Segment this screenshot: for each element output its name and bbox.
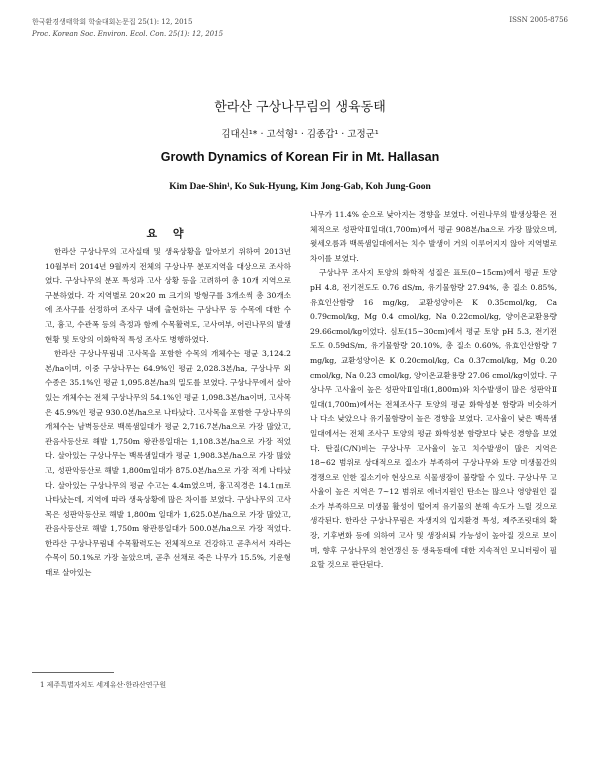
running-header <box>32 16 568 40</box>
issn: ISSN 2005-8756 <box>509 16 568 24</box>
left-column <box>45 226 291 581</box>
abstract-paragraph-3: 구상나무 조사지 토양의 화학적 성질은 표토(0~15cm)에서 평균 토양 pH 4.8, 전기전도도 0.76 dS/m, 유기물함량 27.94%, 총 질소 0.85%, 유효인산함량 16 mg/kg, 교환성양이온 K 0.35cmol/kg, Ca 0.79cmol/kg, Mg 0.4 cmol/kg, Na 0.22cmol/kg, 양이온교환용량 29.66cmol/kg이었다. 심토(15~30cm)에서 평균 토양 pH 5.3, 전기전도도 0.59dS/m, 유기물함량 20.10%, 총 질소 0.60%, 유효인산함량 7 mg/kg, 교환성양이온 K 0.20cmol/kg, Ca 0.37cmol/kg, Mg 0.20 cmol/kg, Na 0.23 cmol/kg, 양이온교환용량 27.06 cmol/kg이었다. 구상나무 고사율이 높은 성판악Ⅱ일대(1,800m)와 치수발생이 많은 성판악Ⅱ일대(1,700m)에서는 전체조사구 토양의 평균 화학성분 함량과 비슷하거나 다소 낮았으나 유기물함량이 높은 경향을 보였다. 고사율이 낮은 백록샘일대에서는 전체 조사구 토양의 평균 화학성분 함량보다 낮은 경향을 보였다. 탄질(C/N)비는 구상나무 고사율이 높고 치수발생이 많은 지역은 18~62 범위로 상대적으로 질소가 부족하여 구상나무와 토양 미생물간의 경쟁으로 인한 질소기아 현상으로 식물생장이 불량할 수 있다. 구상나무 고사율이 높은 지역은 7~12 범위로 에너지원인 탄소는 많으나 영양원인 질소가 부족하므로 미생물 활성이 떨어져 유기물의 분해 속도가 느릴 것으로 생각된다. 한라산 구상나무림은 자생지의 입지환경 특성, 제주조릿대의 확장, 기후변화 등에 의하여 고사 및 생장쇠퇴 가능성이 높아질 것으로 보이며, 향후 구상나무의 천연갱신 등 생육동태에 대한 지속적인 모니터링이 필요할 것으로 판단된다. <box>310 268 557 570</box>
authors-english: Kim Dae-Shin¹, Ko Suk-Hyung, Kim Jong-Gab, Koh Jung-Goon <box>169 182 431 192</box>
authors-korean: 김대신¹* · 고석형¹ · 김종갑¹ · 고정군¹ <box>221 129 379 140</box>
right-column <box>310 208 557 573</box>
journal-english: Proc. Korean Soc. Environ. Ecol. Con. 25(1): 12, 2015 <box>32 30 224 38</box>
abstract-heading: 요 약 <box>146 227 190 240</box>
footnote-divider <box>32 672 114 673</box>
abstract-paragraph-2-continued: 나무가 11.4% 순으로 낮아지는 경향을 보였다. 어린나무의 발생상황은 전체적으로 성판악Ⅱ일대(1,700m)에서 평균 908본/ha으로 가장 많았으며, 윗세오름과 백록샘일대에서는 치수 발생이 거의 이루어지지 않아 지역별로 차이를 보였다. <box>310 210 557 263</box>
journal-korean: 한국환경생태학회 학술대회논문집 25(1): 12, 2015 <box>32 18 193 26</box>
title-english: Growth Dynamics of Korean Fir in Mt. Hallasan <box>160 150 440 164</box>
title-korean: 한라산 구상나무림의 생육동태 <box>214 100 386 115</box>
footnote-affiliation: 1 제주특별자치도 세계유산·한라산연구원 <box>40 681 167 689</box>
abstract-paragraph-2: 한라산 구상나무림내 고사목을 포함한 수목의 개체수는 평균 3,124.2본/ha이며, 이중 구상나무는 64.9%인 평균 2,028.3본/ha, 구상나무 외 수종은 35.1%인 평균 1,095.8본/ha의 밀도를 보였다. 구상나무에서 살아있는 개체수는 전체 구상나무의 54.1%인 평균 1,098.3본/ha이며, 고사목은 45.9%인 평균 930.0본/ha으로 나타났다. 고사목을 포함한 구상나무의 개체수는 남벽등산로 백록샘일대가 평균 2,716.7본/ha으로 가장 많았고, 관음사등산로 해발 1,750m 왕관릉일대는 1,108.3본/ha으로 가장 적었다. 살아있는 구상나무는 백록샘일대가 평균 1,908.3본/ha으로 가장 많았고, 성판악등산로 해발 1,800m일대가 875.0본/ha으로 가장 적게 나타났다. 살아있는 구상나무의 평균 수고는 4.4m였으며, 흉고직경은 14.1㎝로 나타났는데, 지역에 따라 생육상황에 많은 차이를 보였다. 구상나무의 고사목은 성판악등산로 해발 1,800m 일대가 1,625.0본/ha으로 가장 많았고, 관음사등산로 해발 1,750m 왕관릉일대가 500.0본/ha으로 가장 적었다. 한라산 구상나무림내 수목활력도는 전체적으로 건강하고 곧추서서 자라는 수목이 50.1%로 가장 높았으며, 곧추 선채로 죽은 나무가 15.5%, 기운형태로 살아있는 <box>45 349 291 578</box>
abstract-paragraph-1: 한라산 구상나무의 고사실태 및 생육상황을 알아보기 위하여 2013년 10월부터 2014년 9월까지 전체의 구상나무 분포지역을 대상으로 조사하였다. 구상나무의 분포 특성과 고사 상황 등을 고려하여 총 10개 지역으로 구분하였다. 각 지역별로 20×20 m 크기의 방형구를 3개소씩 총 30개소에 조사구를 선정하여 조사구 내에 출현하는 구상나무 등 수목에 대한 수고, 흉고, 수관폭 등의 측정과 함께 수목활력도, 고사여부, 어린나무의 발생현황 및 토양의 이화학적 특성 조사도 병행하였다. <box>45 247 291 344</box>
